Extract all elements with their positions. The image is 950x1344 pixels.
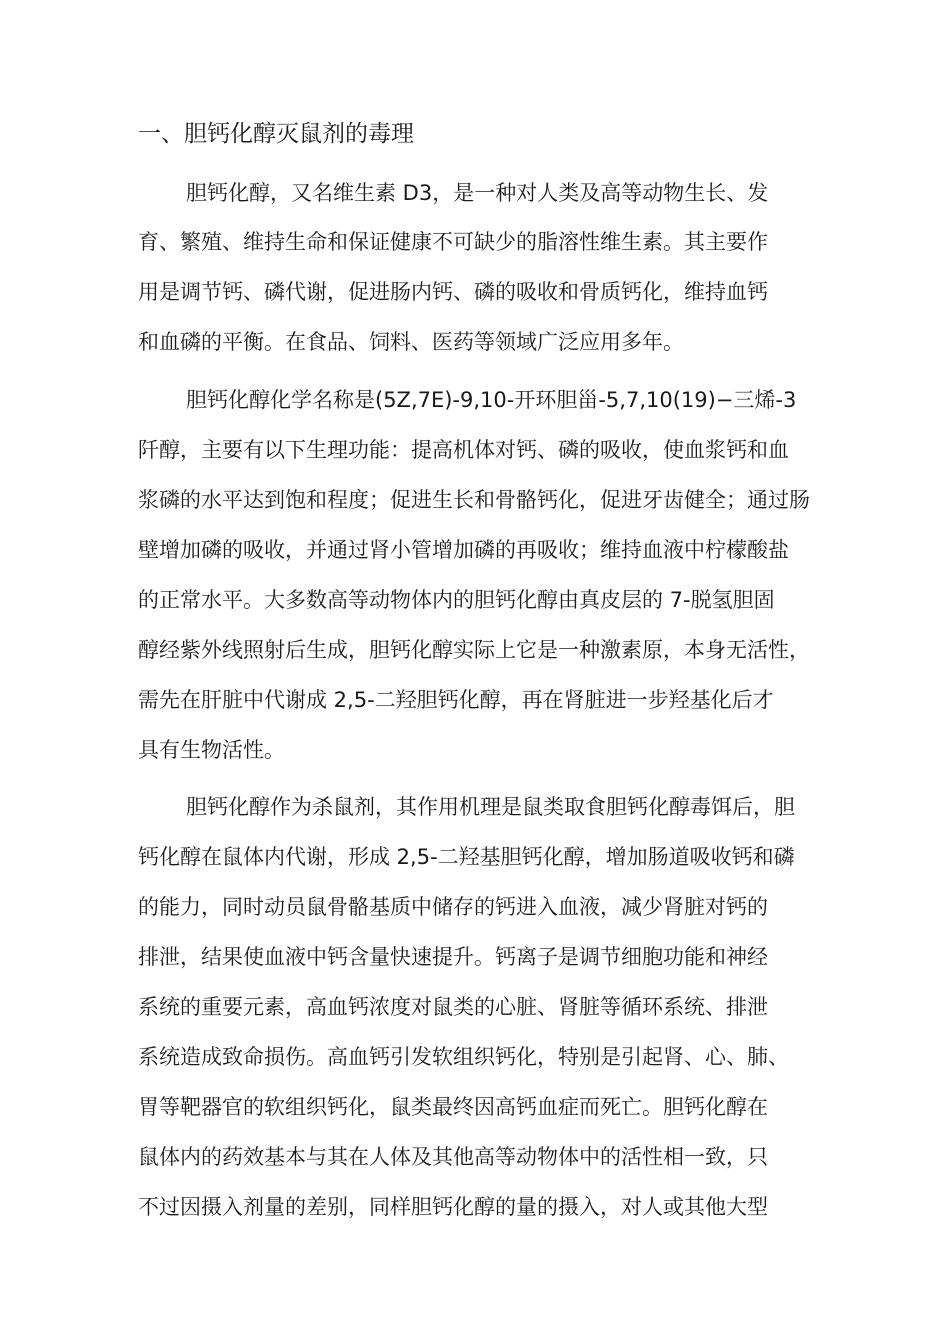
paragraph-3-line-2: 钙化醇在鼠体内代谢，形成 2,5-二羟基胆钙化醇，增加肠道吸收钙和磷 (138, 845, 795, 869)
paragraph-3-line-3: 的能力，同时动员鼠骨骼基质中储存的钙进入血液，减少肾脏对钙的 (138, 895, 768, 919)
section-heading: 一、胆钙化醇灭鼠剂的毒理 (138, 121, 414, 147)
paragraph-3-line-7: 胃等靶器官的软组织钙化，鼠类最终因高钙血症而死亡。胆钙化醇在 (138, 1095, 768, 1119)
paragraph-3-line-5: 系统的重要元素，高血钙浓度对鼠类的心脏、肾脏等循环系统、排泄 (138, 995, 768, 1019)
paragraph-1-line-3: 用是调节钙、磷代谢，促进肠内钙、磷的吸收和骨质钙化，维持血钙 (138, 280, 768, 304)
paragraph-2-line-6: 醇经紫外线照射后生成，胆钙化醇实际上它是一种激素原，本身无活性， (138, 638, 810, 662)
paragraph-1-line-4: 和血磷的平衡。在食品、饲料、医药等领域广泛应用多年。 (138, 330, 684, 354)
paragraph-2-line-5: 的正常水平。大多数高等动物体内的胆钙化醇由真皮层的 7-脱氢胆固 (138, 588, 775, 612)
paragraph-1-line-1: 胆钙化醇，又名维生素 D3，是一种对人类及高等动物生长、发 (186, 181, 769, 205)
paragraph-3-line-8: 鼠体内的药效基本与其在人体及其他高等动物体中的活性相一致，只 (138, 1145, 768, 1169)
paragraph-2-line-3: 浆磷的水平达到饱和程度；促进生长和骨骼钙化，促进牙齿健全；通过肠 (138, 488, 810, 512)
paragraph-2-line-4: 壁增加磷的吸收，并通过肾小管增加磷的再吸收；维持血液中柠檬酸盐 (138, 538, 789, 562)
paragraph-2-line-1: 胆钙化醇化学名称是(5Z,7E)-9,10-开环胆甾-5,7,10(19)−三烯-3 (186, 388, 797, 412)
paragraph-2-line-2: 阡醇，主要有以下生理功能：提高机体对钙、磷的吸收，使血浆钙和血 (138, 438, 789, 462)
paragraph-3-line-9: 不过因摄入剂量的差别，同样胆钙化醇的量的摄入，对人或其他大型 (138, 1195, 768, 1219)
paragraph-2-line-7: 需先在肝脏中代谢成 2,5-二羟胆钙化醇，再在肾脏进一步羟基化后才 (138, 688, 774, 712)
paragraph-3-line-4: 排泄，结果使血液中钙含量快速提升。钙离子是调节细胞功能和神经 (138, 945, 768, 969)
paragraph-3-line-1: 胆钙化醇作为杀鼠剂，其作用机理是鼠类取食胆钙化醇毒饵后，胆 (186, 795, 795, 819)
paragraph-2-line-8: 具有生物活性。 (138, 738, 285, 762)
paragraph-1-line-2: 育、繁殖、维持生命和保证健康不可缺少的脂溶性维生素。其主要作 (138, 230, 768, 254)
paragraph-3-line-6: 系统造成致命损伤。高血钙引发软组织钙化，特别是引起肾、心、肺、 (138, 1045, 789, 1069)
